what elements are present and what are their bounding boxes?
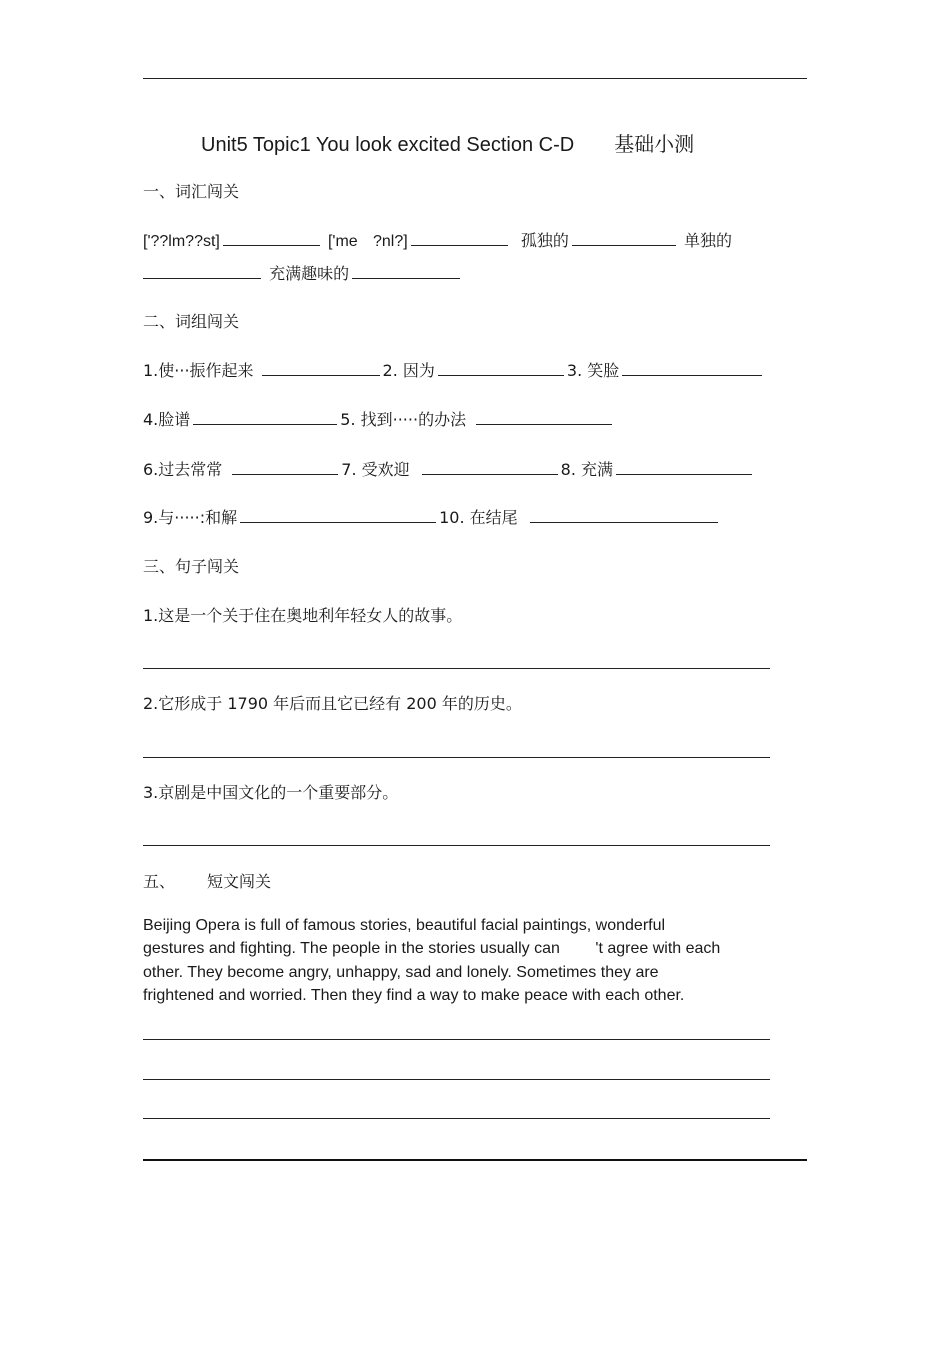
phrase-blank-6[interactable]: [232, 460, 338, 475]
vocab-interesting: 充满趣味的: [269, 264, 350, 283]
vocab-blank-5[interactable]: [352, 264, 460, 279]
passage-answer-line-3[interactable]: [143, 1118, 770, 1119]
vocab-alone: 单独的: [683, 231, 732, 250]
section-passage-title: 短文闯关: [207, 872, 272, 891]
vocab-blank-2[interactable]: [411, 231, 508, 246]
phrase-5: 5. 找到·····的办法: [340, 410, 467, 429]
phrases-row-2: [143, 410, 615, 430]
sentence-answer-line-1[interactable]: [143, 668, 770, 669]
phrase-blank-2[interactable]: [438, 361, 564, 376]
phrases-row-4: [143, 508, 721, 528]
phrase-4: 4.脸谱: [143, 410, 191, 429]
phrase-blank-8[interactable]: [616, 460, 752, 475]
section-vocabulary-heading: 一、词汇闯关: [143, 182, 240, 201]
phonetic-1: ['??lm??st]: [143, 233, 220, 250]
reading-passage: [143, 914, 793, 1007]
bottom-rule: [143, 1159, 807, 1161]
sentence-answer-line-3[interactable]: [143, 845, 770, 846]
phonetic-2b: ?nl?]: [372, 233, 408, 250]
top-rule: [143, 78, 807, 79]
sentence-1: 1.这是一个关于住在奥地利年轻女人的故事。: [143, 606, 463, 625]
section-passage-number: 五、: [143, 872, 176, 891]
sentence-answer-line-2[interactable]: [143, 757, 770, 758]
vocab-lonely: 孤独的: [520, 231, 569, 250]
phrase-1: 1.使···振作起来: [143, 361, 254, 380]
phrase-8: 8. 充满: [560, 460, 613, 479]
passage-line-3: other. They become angry, unhappy, sad and lonely. Sometimes they are: [143, 963, 659, 981]
passage-answer-line-1[interactable]: [143, 1039, 770, 1040]
sentence-2: 2.它形成于 1790 年后而且它已经有 200 年的历史。: [143, 694, 522, 713]
phrases-row-1: [143, 361, 765, 381]
passage-line-4: frightened and worried. Then they find a way to make peace with each other.: [143, 986, 685, 1004]
phrase-10: 10. 在结尾: [439, 508, 518, 527]
phrase-3: 3. 笑脸: [566, 361, 620, 380]
phrases-row-3: [143, 460, 755, 480]
phrase-7: 7. 受欢迎: [341, 460, 410, 479]
section-sentences-heading: 三、句子闯关: [143, 557, 240, 576]
phrase-2: 2. 因为: [382, 361, 435, 380]
passage-line-2: gestures and fighting. The people in the stories usually can 't agree with each: [143, 940, 721, 958]
vocab-blank-4[interactable]: [143, 264, 261, 279]
phrase-blank-7[interactable]: [422, 460, 558, 475]
title-english: Unit5 Topic1 You look excited Section C-D: [201, 134, 575, 156]
page-title: [201, 128, 694, 157]
vocab-blank-3[interactable]: [572, 231, 676, 246]
vocabulary-line-1: [143, 231, 732, 252]
phrase-blank-3[interactable]: [622, 361, 762, 376]
passage-answer-line-2[interactable]: [143, 1079, 770, 1080]
phonetic-2a: ['me: [327, 233, 358, 250]
phrase-blank-5[interactable]: [476, 410, 612, 425]
section-passage-heading: [143, 872, 271, 892]
phrase-blank-1[interactable]: [262, 361, 380, 376]
vocabulary-line-2: [143, 264, 463, 284]
phrase-9: 9.与·····:和解: [143, 508, 238, 527]
vocab-blank-1[interactable]: [223, 231, 320, 246]
phrase-blank-9[interactable]: [240, 508, 436, 523]
passage-line-1: Beijing Opera is full of famous stories, beautiful facial paintings, wonderful: [143, 917, 666, 934]
sentence-3: 3.京剧是中国文化的一个重要部分。: [143, 783, 399, 802]
section-phrases-heading: 二、词组闯关: [143, 312, 240, 331]
phrase-6: 6.过去常常: [143, 460, 223, 479]
phrase-blank-4[interactable]: [193, 410, 337, 425]
phrase-blank-10[interactable]: [530, 508, 718, 523]
title-chinese: 基础小测: [614, 132, 695, 156]
